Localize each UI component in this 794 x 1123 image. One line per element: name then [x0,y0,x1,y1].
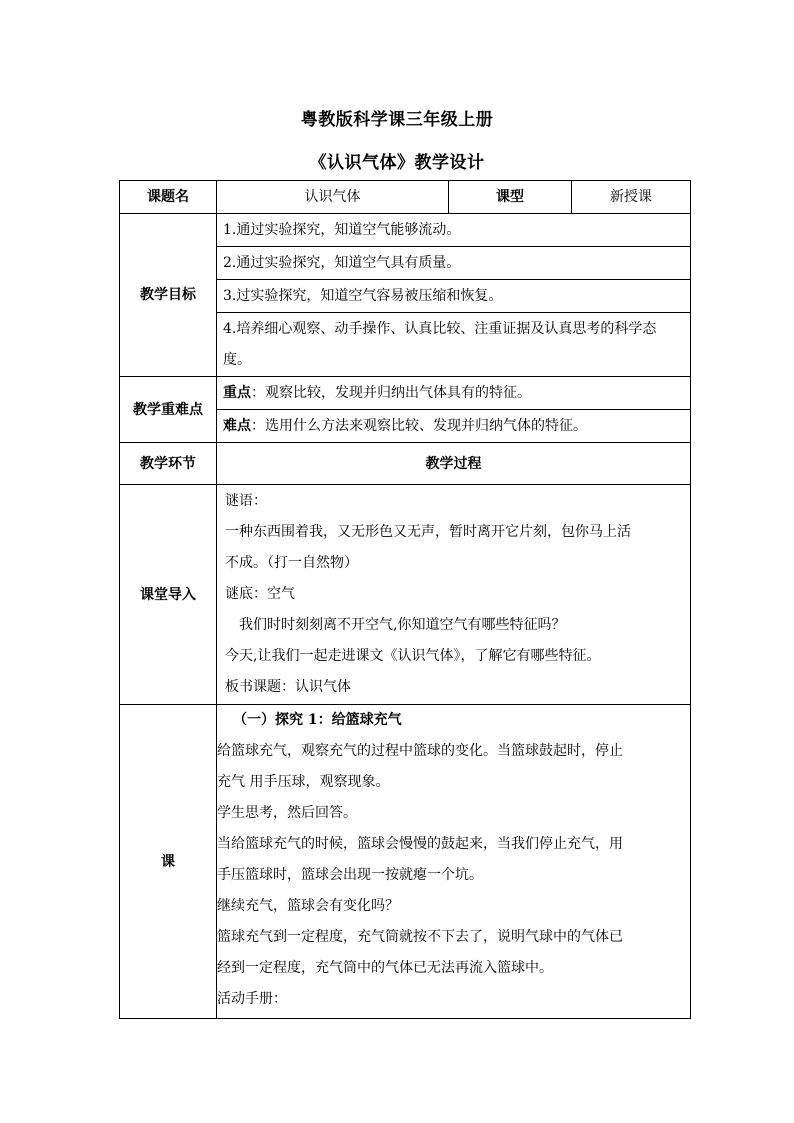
focus-text: ：观察比较，发现并归纳出气体具有的特征。 [251,385,531,401]
focus-label: 重点 [223,385,251,401]
lesson-line: 继续充气，篮球会有变化吗？ [217,898,399,914]
goals-label: 教学目标 [140,287,196,303]
goals-label-cell [120,214,217,377]
goal-item-2: 2.通过实验探究，知道空气具有质量。 [217,247,691,280]
lesson-line: 手压篮球时，篮球会出现一按就瘪一个坑。 [217,867,483,883]
difficulty-cell [217,410,691,443]
lesson-label: 课 [161,853,175,870]
intro-line: 板书课题：认识气体 [225,679,351,695]
process-header-cell [217,443,691,485]
lesson-heading: （一）探究 1：给篮球充气 [233,712,402,728]
lesson-line: 篮球充气到一定程度，充气筒就按不下去了，说明气球中的气体已 [217,929,623,945]
intro-label-cell [120,485,217,705]
key-points-label-cell [120,377,217,443]
goal-item-1: 1.通过实验探究，知道空气能够流动。 [217,214,691,247]
topic-value-cell [217,181,449,214]
lesson-line: 学生思考，然后回答。 [217,805,357,821]
table-row-focus [120,377,691,410]
document-subtitle: 《认识气体》教学设计 [309,153,485,173]
focus-cell [217,377,691,410]
type-value-cell [572,181,691,214]
intro-label: 课堂导入 [140,586,196,603]
lesson-line: 给篮球充气，观察充气的过程中篮球的变化。当篮球鼓起时，停止 [217,743,623,759]
lesson-line: 充气 用手压球，观察现象。 [217,774,390,790]
table-row-topic [120,181,691,214]
section-header: 教学环节 [140,455,196,472]
topic-label-cell [120,181,217,214]
table-row-intro [120,485,691,705]
goal-item-3: 3.过实验探究，知道空气容易被压缩和恢复。 [217,280,691,313]
topic-label: 课题名 [147,189,189,205]
process-header: 教学过程 [425,455,482,472]
lesson-label-cell [120,705,217,1019]
type-label: 课型 [496,189,524,205]
intro-line: 一种东西围着我，又无形色又无声，暂时离开它片刻，包你马上活 [225,524,631,540]
intro-content [217,485,691,705]
table-row-lesson [120,705,691,1019]
goal-item-4: 4.培养细心观察、动手操作、认真比较、注重证据及认真思考的科学态度。 [217,313,691,377]
difficulty-text: ：选用什么方法来观察比较、发现并归纳气体的特征。 [251,418,587,434]
type-label-cell [449,181,572,214]
lesson-line: 活动手册： [217,991,287,1007]
lesson-line: 经到一定程度，充气筒中的气体已无法再流入篮球中。 [217,960,553,976]
document-title: 粤教版科学课三年级上册 [300,110,494,130]
lesson-content [217,705,691,1019]
lesson-plan-table [119,180,691,1019]
key-points-label: 教学重难点 [133,401,203,418]
topic-value: 认识气体 [304,189,361,205]
difficulty-label: 难点 [223,418,251,434]
intro-line: 今天,让我们一起走进课文《认识气体》，了解它有哪些特征。 [225,648,601,664]
section-header-cell [120,443,217,485]
intro-line: 谜语： [225,493,267,509]
intro-line: 我们时时刻刻离不开空气,你知道空气有哪些特征吗？ [239,617,566,633]
intro-line: 不成。（打一自然物） [225,555,358,571]
type-value: 新授课 [610,189,652,205]
table-row-header [120,443,691,485]
lesson-line: 当给篮球充气的时候，篮球会慢慢的鼓起来，当我们停止充气，用 [217,836,623,852]
table-row-goal-1 [120,214,691,247]
intro-line: 谜底：空气 [225,586,295,602]
